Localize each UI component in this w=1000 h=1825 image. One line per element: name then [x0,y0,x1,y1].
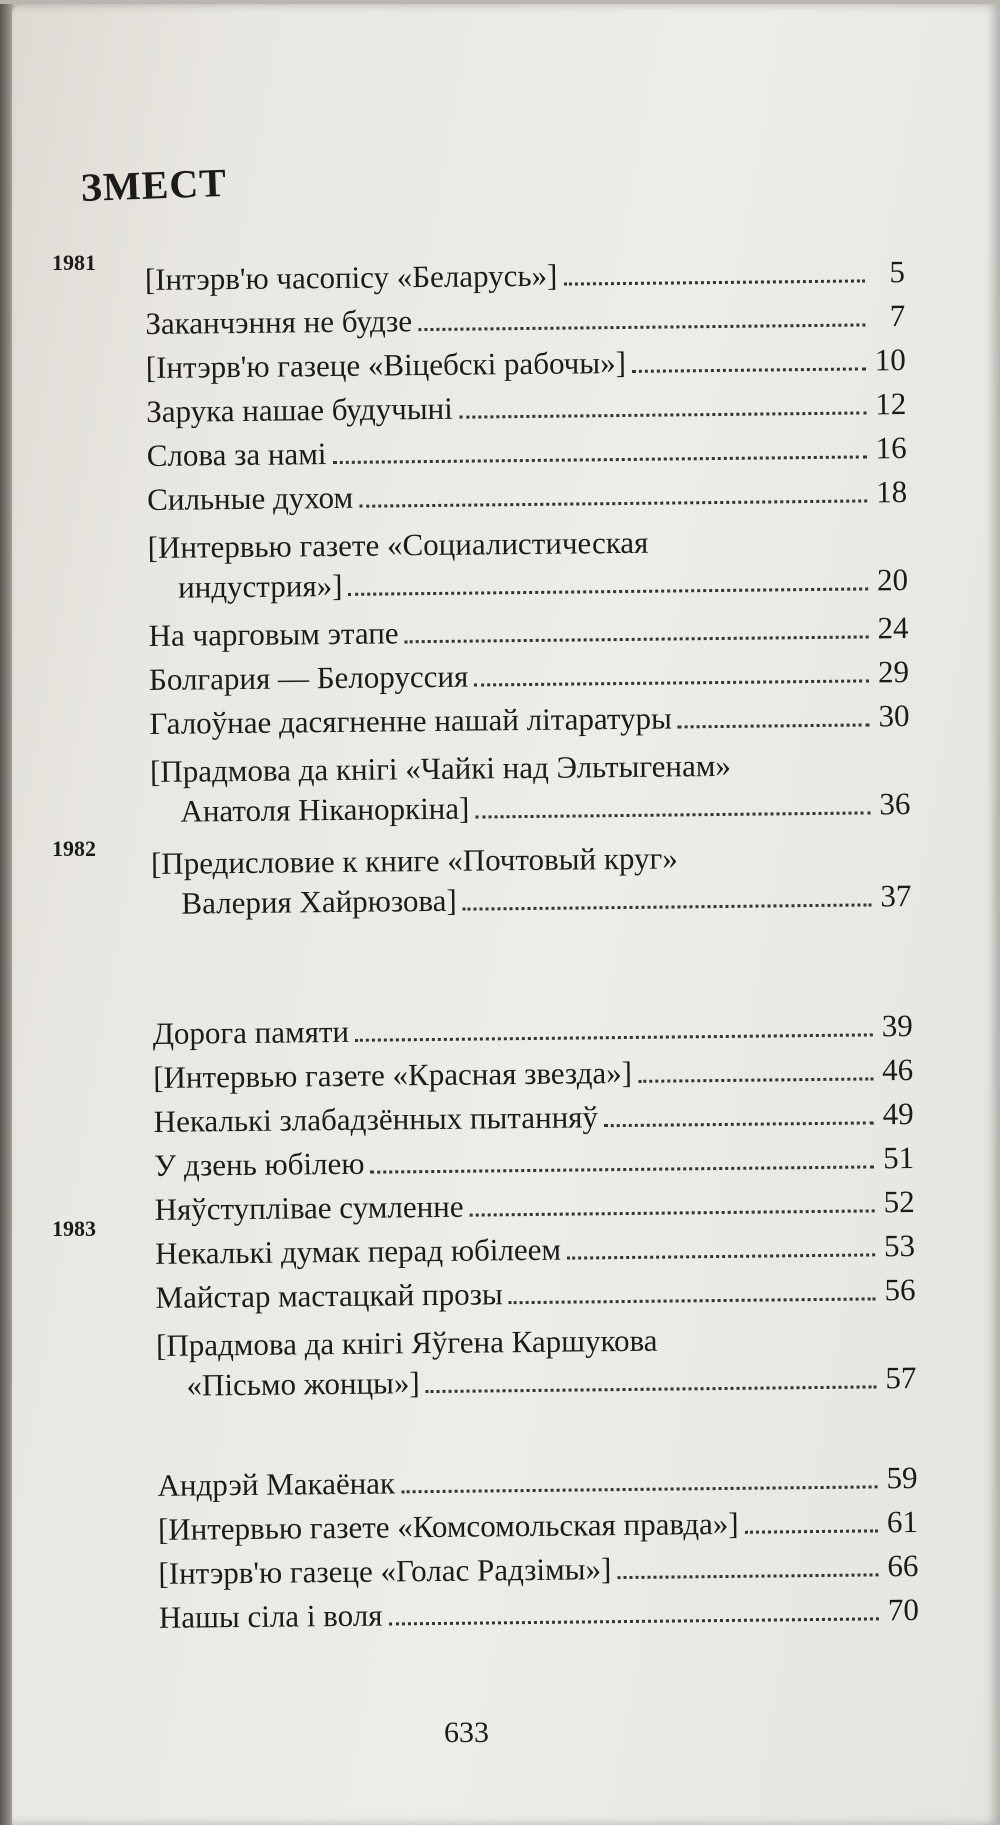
toc-entry [147,428,907,476]
toc-entry [153,1050,913,1098]
year-label-1983: 1983 [52,1216,96,1241]
toc-entry-page: 46 [882,1051,914,1088]
toc-entry-title-cont: «Пісьмо жонцы»] [186,1365,420,1403]
toc-entry-page: 12 [875,386,907,422]
toc-entry [159,1590,919,1638]
toc-entry-title-cont: Валерия Хайрюзова] [181,882,457,921]
toc-entry [145,296,905,344]
toc-entry [154,1138,914,1186]
dot-leader [348,587,868,595]
toc-entry-page: 39 [881,1007,913,1044]
dot-leader [475,811,870,818]
dot-leader [474,679,869,686]
toc-entry-title: Некалькі думак перад юбілеем [154,1231,562,1271]
toc-entry-page: 51 [882,1139,915,1176]
toc-entry-title-cont: индустрия»] [177,567,343,605]
toc-entry-title: У дзень юбілею [153,1145,365,1183]
toc-entry [151,836,912,924]
toc-entry-page: 24 [877,610,909,646]
toc-entry-title: Зарука нашае будучыні [146,390,453,429]
toc-entry [146,340,906,388]
dot-leader [333,455,867,464]
dot-leader [370,1165,874,1173]
dot-leader [509,1297,876,1304]
toc-entry-title: Слова за намі [146,436,327,473]
dot-leader [563,279,864,285]
toc-entry-title: Некалькі злабадзённых пытанняў [153,1099,599,1139]
dot-leader [426,1385,877,1393]
toc-entry-title: Сильные духом [147,479,354,517]
toc-entry-page: 36 [879,785,911,822]
toc-entry-page: 20 [876,562,909,598]
book-page [12,4,1000,1825]
dot-leader [463,903,872,910]
toc-entry-page: 53 [883,1227,916,1264]
toc-entry [147,472,907,520]
dot-leader [470,1209,875,1216]
toc-entry-page: 30 [878,698,910,734]
toc-entry-title: [Интервью газете «Красная звезда»] [153,1054,633,1095]
toc-entry-title: [Интервью газете «Комсомольская правда»] [157,1505,739,1547]
toc-entry-page: 70 [887,1591,920,1628]
dot-leader [355,1033,873,1041]
toc-entry-title: [Інтэрв'ю газеце «Віцебскі рабочы»] [145,344,627,385]
dot-leader [359,499,867,507]
toc-entry-title: [Інтэрв'ю газеце «Голас Радзімы»] [158,1551,612,1591]
toc-entry-title: Няўступлівае сумленне [154,1188,464,1227]
dot-leader [418,323,865,331]
year-label-1981: 1981 [52,250,96,275]
toc-entry-page: 59 [886,1459,918,1496]
dot-leader [405,635,869,643]
toc-entry [156,1318,917,1406]
year-label-1982: 1982 [52,836,96,861]
toc-entry [146,384,906,432]
toc-entry [154,1182,914,1230]
toc-entry-title: На чарговым этапе [148,615,399,653]
toc-entry-title-cont: Анатоля Ніканоркіна] [180,790,470,829]
toc-entry-page: 16 [875,430,907,466]
toc-entry-page: 10 [874,342,906,378]
toc-entry-page: 56 [884,1271,916,1308]
toc-entry [155,1226,915,1274]
toc-entry-page: 61 [886,1503,919,1540]
toc-entry-page: 37 [880,877,912,914]
toc-entry-title: Нашы сіла і воля [158,1597,383,1635]
toc-entry [157,1458,917,1506]
dot-leader [745,1529,878,1533]
toc-entry [153,1006,913,1054]
page-heading: ЗМЕСТ [80,159,228,210]
toc-entry [150,744,911,832]
dot-leader [567,1253,875,1259]
toc-entry [158,1546,918,1594]
toc-entry-page: 5 [889,254,906,290]
toc-entry-title: Болгария — Белоруссия [148,658,469,697]
toc-entry-title: Андрэй Макаёнак [157,1465,396,1503]
toc-entry-page: 52 [883,1183,915,1220]
toc-entry-title: [Прадмова да кнігі Яўгена Каршукова [155,1322,658,1363]
dot-leader [604,1121,874,1127]
toc-entry-page: 66 [887,1547,919,1584]
toc-entry-title: Галоўнае дасягненне нашай літаратуры [149,700,673,741]
toc-entry-page: 7 [889,298,906,334]
dot-leader [459,411,866,418]
toc-entry-title: Майстар мастацкай прозы [155,1276,503,1315]
dot-leader [389,1617,879,1625]
toc-entry [149,652,909,700]
toc-entry [155,1270,915,1318]
toc-entry [147,520,908,608]
toc-entry-title: Дорога памяти [152,1013,350,1051]
toc-entry [149,696,909,744]
toc-entry [148,608,908,656]
dot-leader [638,1077,873,1082]
toc-entry-title: [Прадмова да кнігі «Чайкі над Эльтыгенам» [149,747,732,789]
toc-entry-page: 49 [882,1095,914,1132]
toc-entry-title: [Предисловие к книге «Почтовый круг» [150,840,678,881]
toc-entry-title: Заканчэння не будзе [145,303,413,341]
toc-entry [153,1094,913,1142]
toc-entry [145,252,905,300]
dot-leader [617,1573,878,1579]
toc-entry [158,1502,918,1550]
dot-leader [632,367,866,372]
toc-entry-page: 18 [875,474,908,510]
toc-entry-page: 57 [885,1359,917,1396]
dot-leader [678,723,870,728]
dot-leader [401,1485,877,1493]
toc-entry-title: [Интервью газете «Социалистическая [147,524,649,565]
toc-entry-title: [Інтэрв'ю часопісу «Беларусь»] [144,257,558,297]
page-number: 633 [444,1716,489,1749]
toc-entry-page: 29 [877,654,910,690]
